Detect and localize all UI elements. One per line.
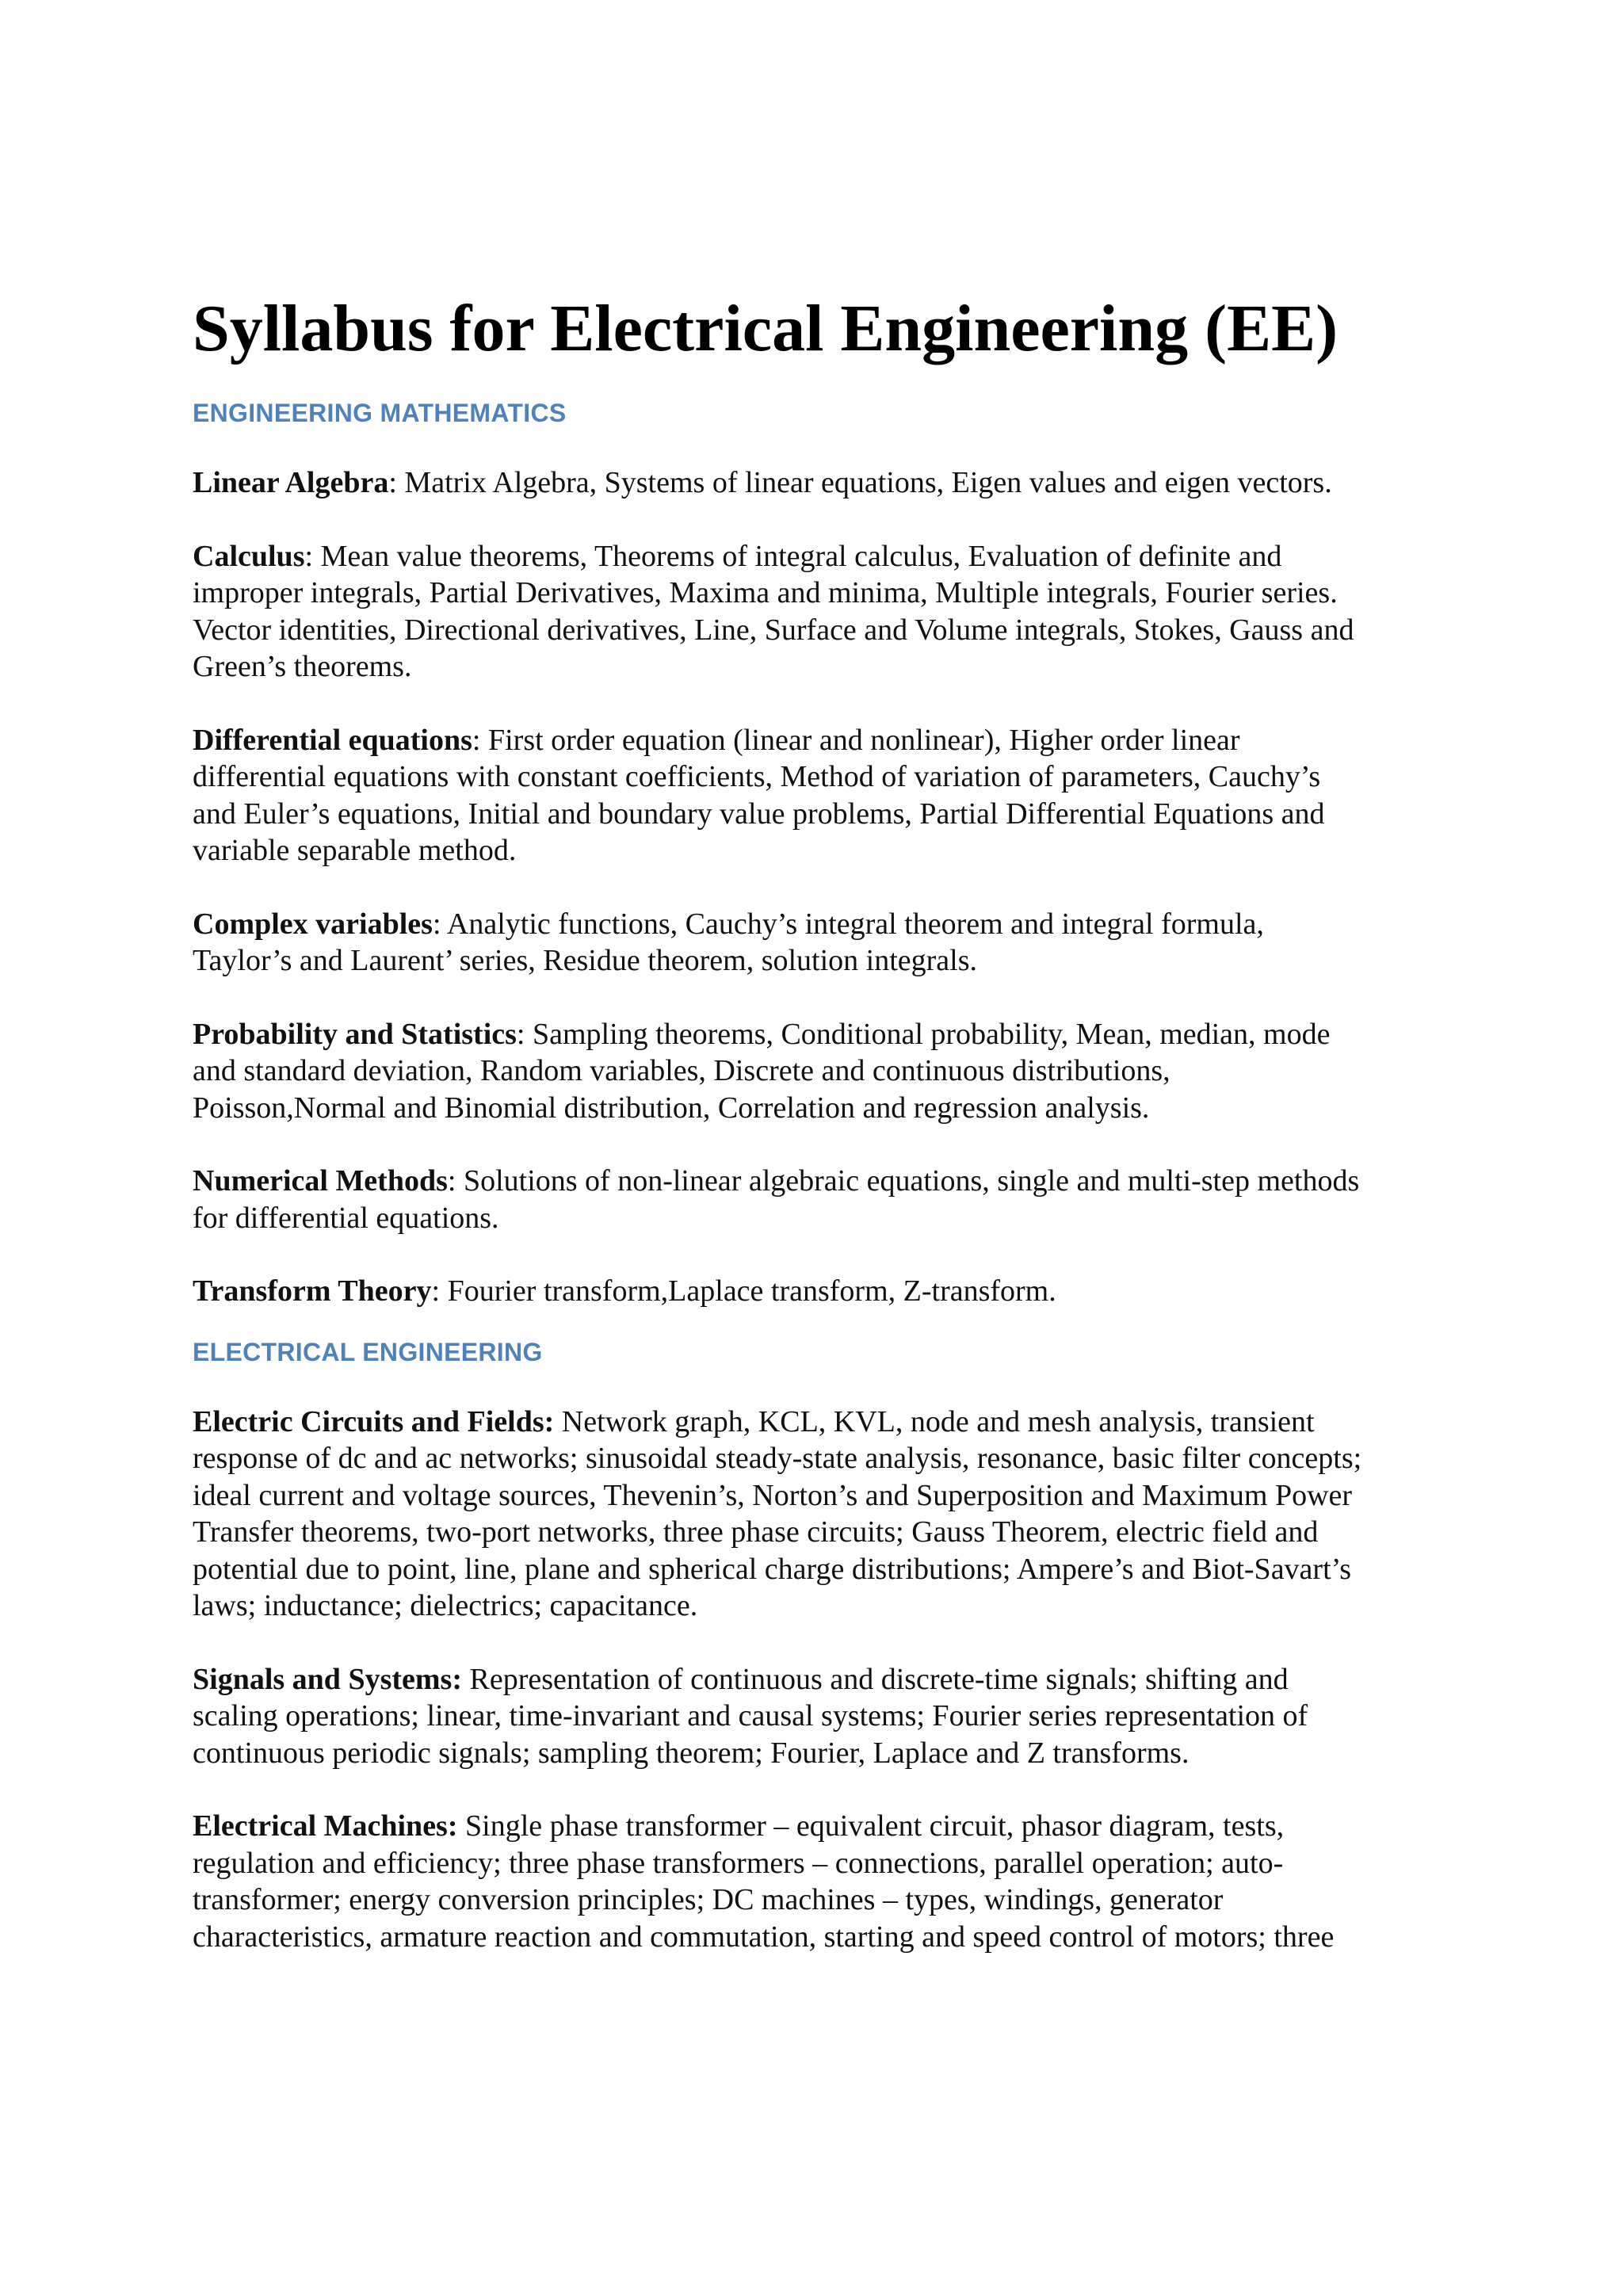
topic-term: Transform Theory: [193, 1274, 432, 1308]
topic-body: Analytic functions, Cauchy’s integral theorem and integral formula, Taylor’s and Laurent’ series, Residue theorem, solution integrals.: [193, 907, 1264, 977]
topic-separator: :: [432, 907, 447, 941]
topic-separator: :: [388, 466, 405, 499]
page-title: Syllabus for Electrical Engineering (EE): [193, 292, 1338, 365]
topic-term: Probability and Statistics: [193, 1017, 517, 1051]
topic-body: Fourier transform,Laplace transform, Z-transform.: [447, 1274, 1056, 1308]
topic-separator: :: [431, 1274, 448, 1308]
section-heading-engineering-mathematics: ENGINEERING MATHEMATICS: [193, 399, 567, 427]
topic-body: Matrix Algebra, Systems of linear equations, Eigen values and eigen vectors.: [404, 466, 1332, 499]
topic-calculus: [193, 538, 1461, 686]
topic-signals-and-systems: [193, 1661, 1461, 1772]
topic-electric-circuits-and-fields: [193, 1404, 1461, 1625]
topic-separator: [458, 1809, 466, 1843]
topic-separator: :: [472, 723, 488, 757]
topic-term: Linear Algebra: [193, 466, 389, 499]
topic-term: Numerical Methods: [193, 1164, 448, 1198]
topic-transform-theory: [193, 1273, 1461, 1310]
topic-body: Solutions of non-linear algebraic equations, single and multi-step methods for differential equations.: [193, 1164, 1360, 1235]
topic-numerical-methods: [193, 1163, 1461, 1236]
topic-term: Calculus: [193, 539, 305, 573]
topic-body: First order equation (linear and nonlinear), Higher order linear differential equations with constant coefficients, Method of variation of parameters, Cauchy’s and Euler’s equations, Initial and boundary value problems, Partial Differential Equations and variable separable method.: [193, 723, 1325, 867]
topic-body: Representation of continuous and discrete-time signals; shifting and scaling operations; linear, time-invariant and causal systems; Fourier series representation of continuous periodic signals; sampling theorem; Fourier, Laplace and Z transforms.: [193, 1662, 1308, 1770]
topic-term: Electric Circuits and Fields:: [193, 1404, 555, 1438]
topic-probability-and-statistics: [193, 1016, 1461, 1127]
topic-separator: :: [516, 1017, 533, 1051]
topic-body: Mean value theorems, Theorems of integral calculus, Evaluation of definite and improper integrals, Partial Derivatives, Maxima and minima, Multiple integrals, Fourier series. Vector identities, Directional derivatives, Line, Surface and Volume integrals, Stokes, Gauss and Green’s theorems.: [193, 539, 1354, 683]
topic-term: Signals and Systems:: [193, 1662, 462, 1696]
topic-complex-variables: [193, 906, 1461, 980]
topic-body: Single phase transformer – equivalent circuit, phasor diagram, tests, regulation and efficiency; three phase transformers – connections, parallel operation; auto- transformer; energy conversion principles; DC machines – types, windings, generator characteristics, armature reaction and commutation, starting and speed control of motors; three: [193, 1809, 1335, 1954]
topic-separator: :: [447, 1164, 464, 1198]
topic-term: Electrical Machines:: [193, 1809, 458, 1843]
topic-term: Differential equations: [193, 723, 472, 757]
section-heading-electrical-engineering: ELECTRICAL ENGINEERING: [193, 1337, 543, 1366]
topic-separator: [554, 1405, 562, 1438]
topic-body: Sampling theorems, Conditional probability, Mean, median, mode and standard deviation, Random variables, Discrete and continuous distributions, Poisson,Normal and Binomial distribution, Correlation and regression analysis.: [193, 1017, 1331, 1125]
topic-separator: :: [304, 539, 321, 573]
topic-linear-algebra: [193, 464, 1461, 502]
document-body: [193, 285, 1461, 1955]
topic-electrical-machines: [193, 1808, 1461, 1955]
topic-term: Complex variables: [193, 907, 433, 941]
topic-body: Network graph, KCL, KVL, node and mesh analysis, transient response of dc and ac networks; sinusoidal steady-state analysis, resonance, basic filter concepts; ideal current and voltage sources, Thevenin’s, Norton’s and Superposition and Maximum Power Transfer theorems, two-port networks, three phase circuits; Gauss Theorem, electric field and potential due to point, line, plane and spherical charge distributions; Ampere’s and Biot-Savart’s laws; inductance; dielectrics; capacitance.: [193, 1404, 1362, 1622]
topic-differential-equations: [193, 722, 1461, 869]
